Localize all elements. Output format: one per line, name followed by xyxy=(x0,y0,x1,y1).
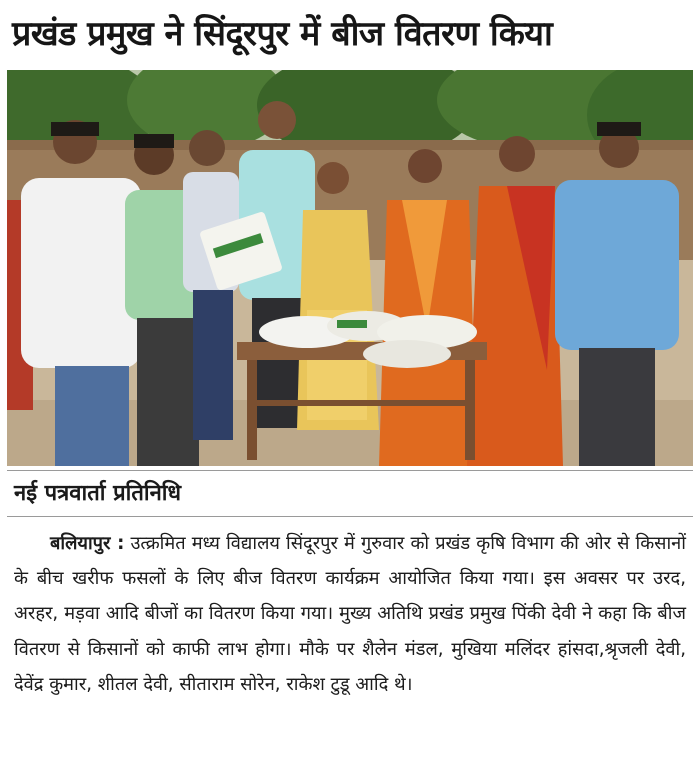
article-body xyxy=(14,526,686,702)
divider xyxy=(7,470,693,471)
divider xyxy=(7,516,693,517)
dateline: बलियापुर : xyxy=(50,533,125,554)
headline-bar xyxy=(0,0,700,70)
headline: प्रखंड प्रमुख ने सिंदूरपुर में बीज वितरण किया xyxy=(12,14,553,54)
news-photo-icon xyxy=(7,70,693,466)
news-photo xyxy=(7,70,693,466)
byline: नई पत्रवार्ता प्रतिनिधि xyxy=(14,481,182,506)
article-text: उत्क्रमित मध्य विद्यालय सिंदूरपुर में गुरुवार को प्रखंड कृषि विभाग की ओर से किसानों के बीच खरीफ फसलों के लिए बीज वितरण कार्यक्रम आयोजित किया गया। इस अवसर पर उरद, अरहर, मड़वा आदि बीजों का वितरण किया गया। मुख्य अतिथि प्रखंड प्रमुख पिंकी देवी ने कहा कि बीज वितरण से किसानों को काफी लाभ होगा। मौके पर शैलेन मंडल, मुखिया मलिंदर हांसदा,श्रृजली देवी, देवेंद्र कुमार, शीतल देवी, सीताराम सोरेन, राकेश टुडू आदि थे। xyxy=(14,533,686,695)
